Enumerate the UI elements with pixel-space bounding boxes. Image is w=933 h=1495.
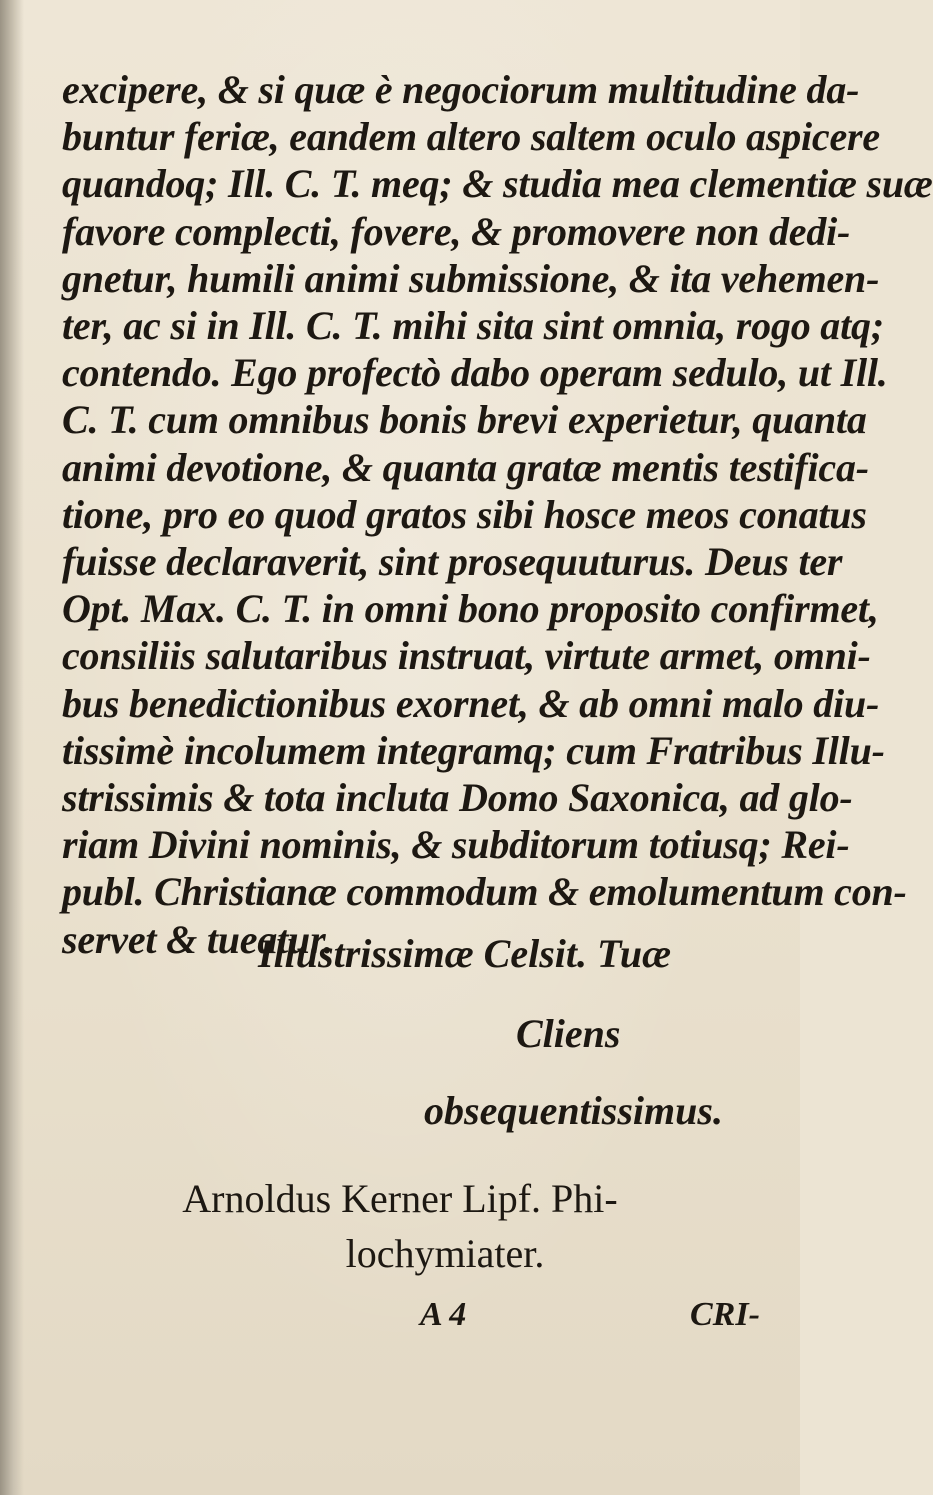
body-line: riam Divini nominis, & subditorum totiusq; Rei- [62,822,850,868]
body-line: bus benedictionibus exornet, & ab omni malo diu- [62,680,880,726]
catchword: CRI- [690,1296,760,1333]
closing-cliens: Cliens [516,1011,621,1056]
letter-body [62,66,933,963]
body-line: quandoq; Ill. C. T. meq; & studia mea clementiæ suæ [62,161,933,207]
body-line: contendo. Ego profectò dabo operam sedulo, ut Ill. [62,350,888,396]
closing-obsequentissimus: obsequentissimus. [424,1088,723,1133]
signature-name: Arnoldus Kerner Lipf. Phi- [182,1176,618,1221]
body-line: fuisse declaraverit, sint prosequuturus. Deus ter [62,539,843,585]
body-line: buntur feriæ, eandem altero saltem oculo aspicere [62,114,880,160]
body-line: animi devotione, & quanta gratæ mentis testifica- [62,444,869,490]
body-line: favore complecti, fovere, & promovere non dedi- [62,208,851,254]
body-line: gnetur, humili animi submissione, & ita vehemen- [62,255,880,301]
body-line: strissimis & tota incluta Domo Saxonica, ad glo- [62,775,853,821]
closing-salutation: Illustrissimæ Celsit. Tuæ [258,931,672,976]
body-line: tione, pro eo quod gratos sibi hosce meos conatus [62,491,867,537]
body-line: C. T. cum omnibus bonis brevi experietur, quanta [62,397,867,443]
body-line: excipere, & si quæ è negociorum multitudine da- [62,67,860,112]
body-line: ter, ac si in Ill. C. T. mihi sita sint omnia, rogo atq; [62,303,884,349]
body-line-final: servet & tueatur. [62,916,334,962]
signature-mark: A 4 [420,1296,467,1333]
body-line: consiliis salutaribus instruat, virtute armet, omni- [62,633,871,679]
body-line: Opt. Max. C. T. in omni bono proposito confirmet, [62,586,879,632]
body-line: publ. Christianæ commodum & emolumentum con- [62,869,907,915]
signature-title: lochymiater. [345,1231,545,1276]
body-line: tissimè incolumem integramq; cum Fratribus Illu- [62,727,885,773]
